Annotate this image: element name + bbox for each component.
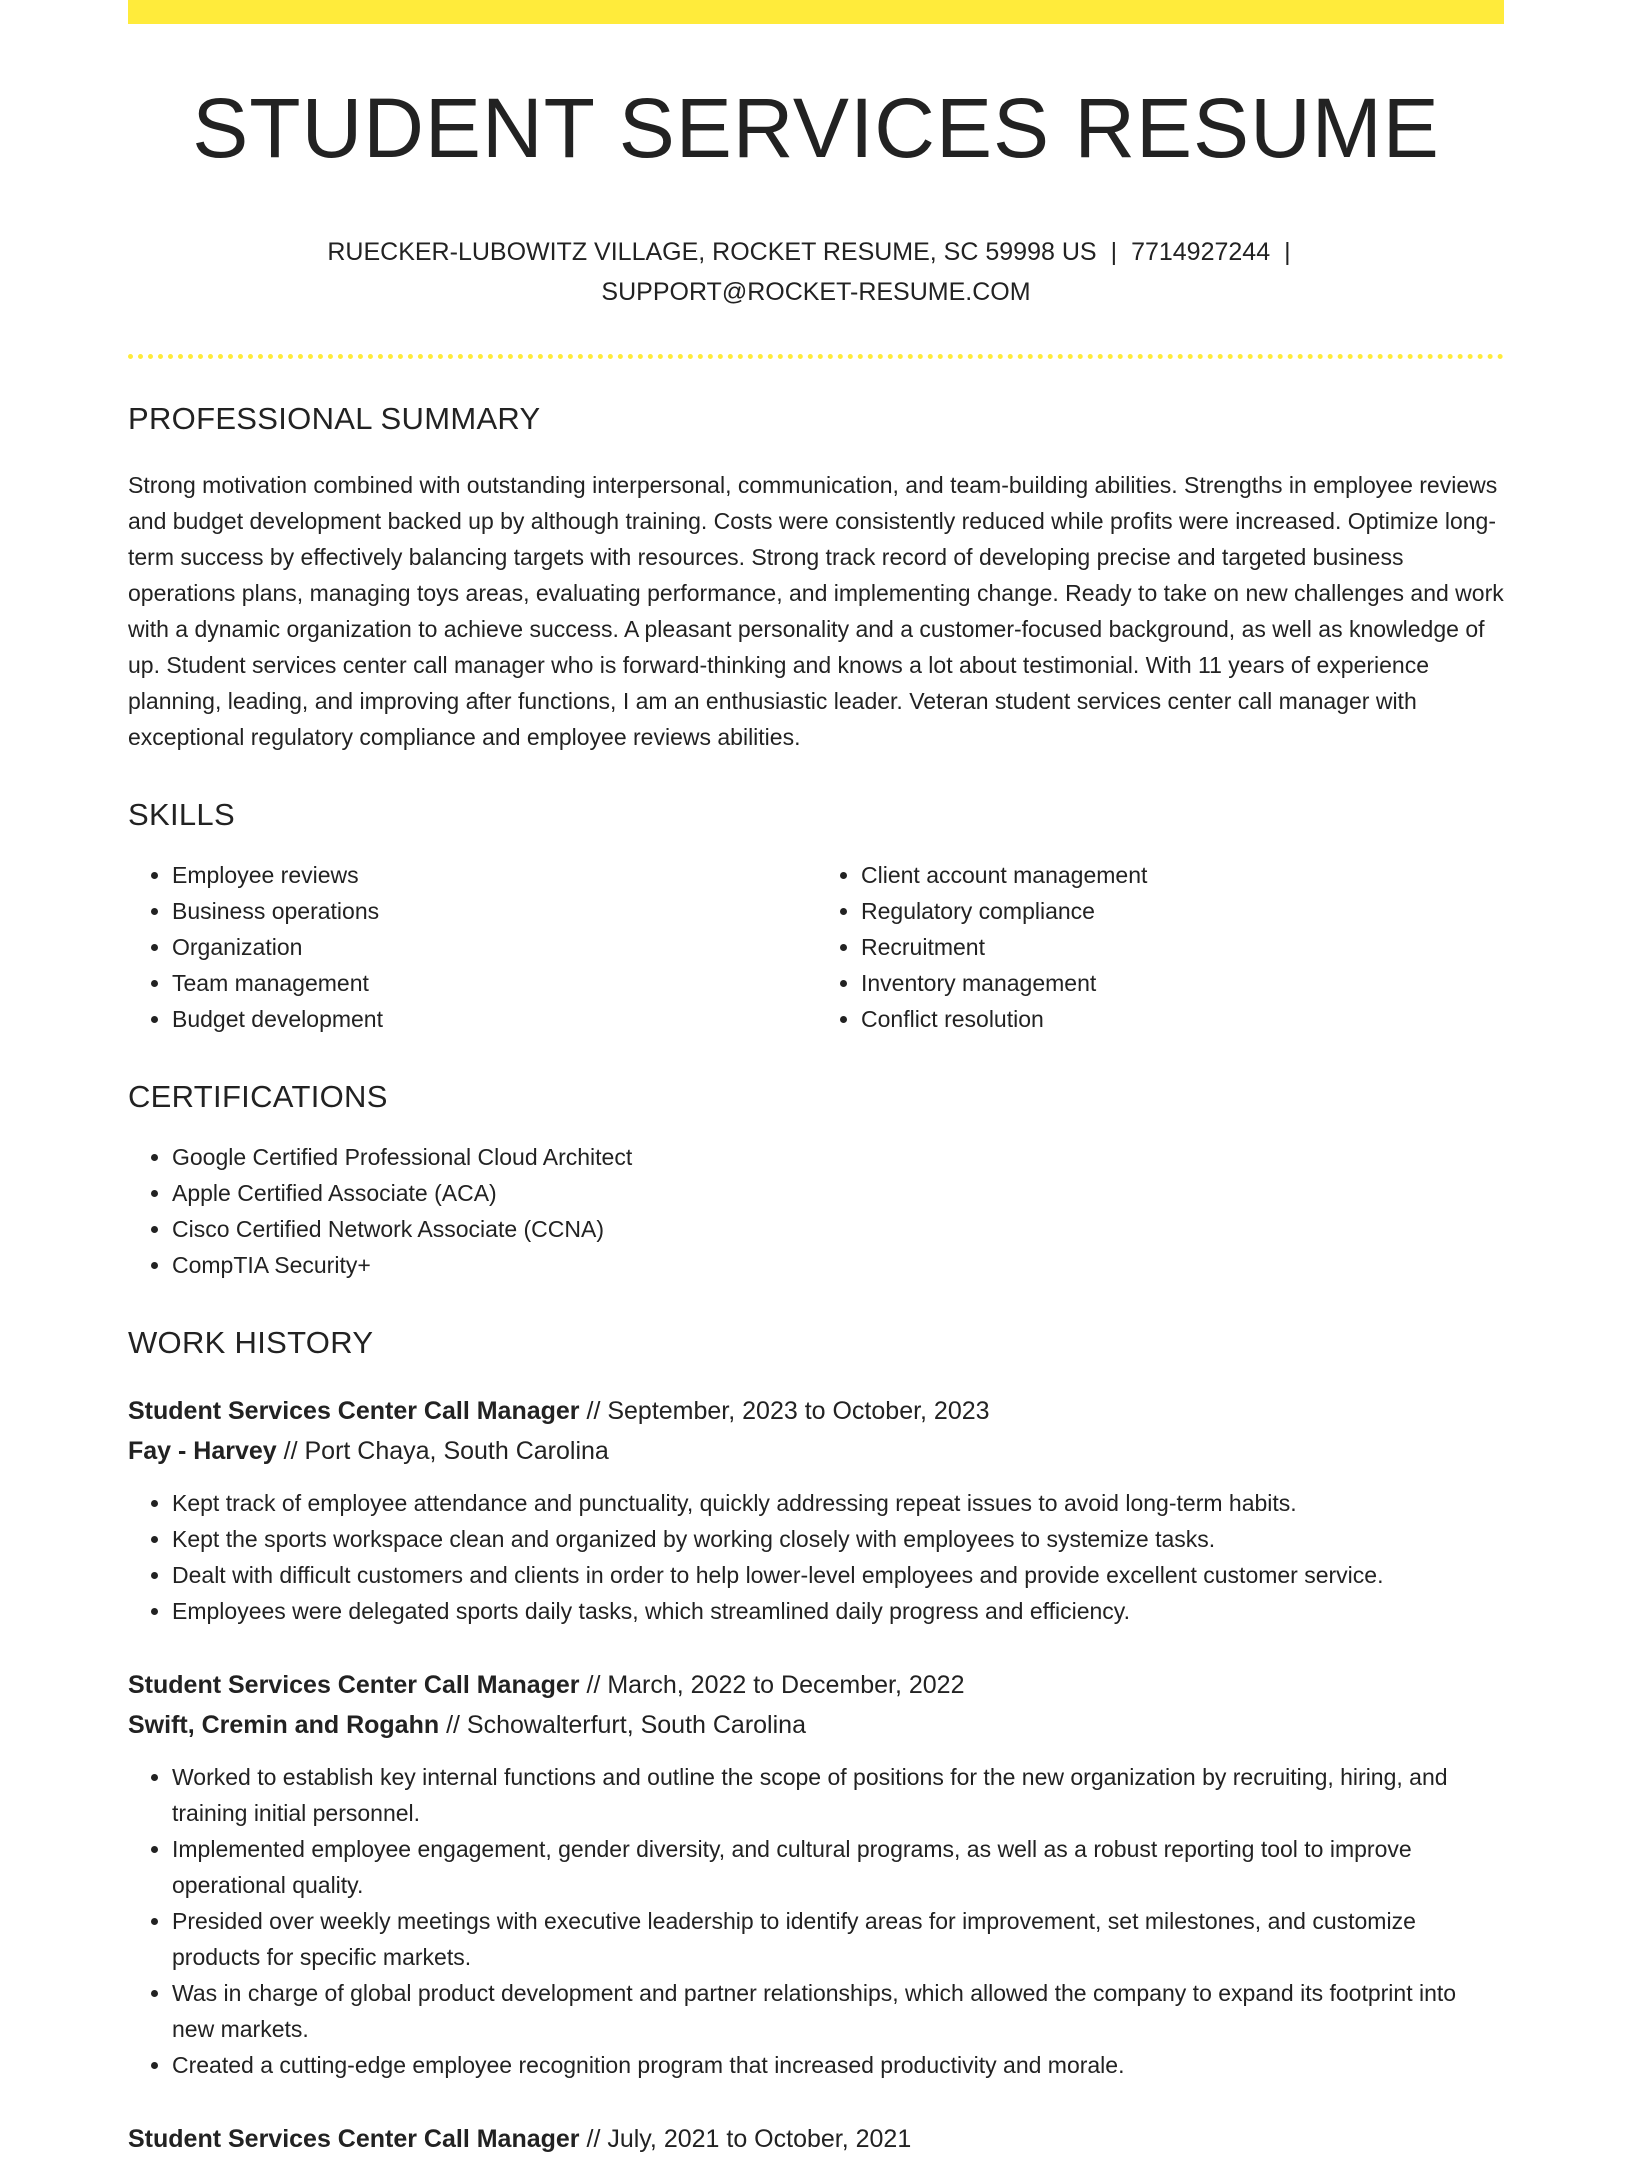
certifications-section <box>128 1079 1504 1283</box>
resume-page <box>128 0 1504 2154</box>
contact-separator: | <box>1284 238 1291 267</box>
contact-info <box>128 232 1504 312</box>
skills-list-right <box>815 857 1504 1037</box>
job-bullet: • Was in charge of global product development and partner relationships, which allowed the company to expand its footprint into new markets. <box>172 1975 1504 2047</box>
summary-text: Strong motivation combined with outstanding interpersonal, communication, and team-building abilities. Strengths in employee reviews and budget development backed up by although training. Costs were consistently reduced while profits were increased. Optimize long-term success by effectively balancing targets with resources. Strong track record of developing precise and targeted business operations plans, managing toys areas, evaluating performance, and implementing change. Ready to take on new challenges and work with a dynamic organization to achieve success. A pleasant personality and a customer-focused background, as well as knowledge of up. Student services center call manager who is forward-thinking and knows a lot about testimonial. With 11 years of experience planning, leading, and improving after functions, I am an enthusiastic leader. Veteran student services center call manager with exceptional regulatory compliance and employee reviews abilities. <box>128 472 1504 751</box>
skill-item: • Inventory management <box>861 965 1504 1001</box>
certification-item: • CompTIA Security+ <box>172 1247 1504 1283</box>
section-heading: SKILLS <box>128 797 235 833</box>
job-dates: // July, 2021 to October, 2021 <box>579 2125 912 2154</box>
job-title: Student Services Center Call Manager <box>128 1397 580 1426</box>
section-heading: PROFESSIONAL SUMMARY <box>128 401 541 437</box>
job-company-line <box>128 1705 1504 1745</box>
skills-list-left <box>128 857 815 1037</box>
job-location: // Schowalterfurt, South Carolina <box>439 1711 806 1740</box>
certification-item: • Google Certified Professional Cloud Architect <box>172 1139 1504 1175</box>
certification-item: • Cisco Certified Network Associate (CCNA) <box>172 1211 1504 1247</box>
job-bullet: • Dealt with difficult customers and clients in order to help lower-level employees and provide excellent customer service. <box>172 1557 1504 1593</box>
skill-item: • Budget development <box>172 1001 815 1037</box>
job-bullet: • Created a cutting-edge employee recognition program that increased productivity and morale. <box>172 2047 1504 2083</box>
address: RUECKER-LUBOWITZ VILLAGE, ROCKET RESUME, SC 59998 US <box>327 238 1097 267</box>
skill-item: • Business operations <box>172 893 815 929</box>
skills-section <box>128 797 1504 1037</box>
phone: 7714927244 <box>1131 238 1271 267</box>
resume-title: STUDENT SERVICES RESUME <box>192 81 1440 175</box>
accent-bar <box>128 0 1504 24</box>
job-title: Student Services Center Call Manager <box>128 1671 580 1700</box>
skill-item: • Recruitment <box>861 929 1504 965</box>
skill-item: • Regulatory compliance <box>861 893 1504 929</box>
job-title: Student Services Center Call Manager <box>128 2125 580 2154</box>
skill-item: • Employee reviews <box>172 857 815 893</box>
skill-item: • Client account management <box>861 857 1504 893</box>
email: SUPPORT@ROCKET-RESUME.COM <box>601 278 1031 307</box>
job-location: // Port Chaya, South Carolina <box>276 1437 609 1466</box>
job-entry <box>128 2119 1504 2159</box>
certification-item: • Apple Certified Associate (ACA) <box>172 1175 1504 1211</box>
section-heading: CERTIFICATIONS <box>128 1079 388 1115</box>
job-dates: // September, 2023 to October, 2023 <box>579 1397 990 1426</box>
skill-item: • Conflict resolution <box>861 1001 1504 1037</box>
skill-item: • Team management <box>172 965 815 1001</box>
job-bullet: • Employees were delegated sports daily tasks, which streamlined daily progress and efficiency. <box>172 1593 1504 1629</box>
job-bullets <box>128 1485 1504 1629</box>
job-entry <box>128 1391 1504 1629</box>
skills-columns <box>128 857 1504 1037</box>
skill-item: • Organization <box>172 929 815 965</box>
job-bullet: • Kept track of employee attendance and punctuality, quickly addressing repeat issues to avoid long-term habits. <box>172 1485 1504 1521</box>
job-title-line <box>128 2119 1504 2159</box>
job-company-line <box>128 1431 1504 1471</box>
job-bullet: • Presided over weekly meetings with executive leadership to identify areas for improvement, set milestones, and customize products for specific markets. <box>172 1903 1504 1975</box>
job-bullets <box>128 1759 1504 2083</box>
job-bullet: • Kept the sports workspace clean and organized by working closely with employees to systemize tasks. <box>172 1521 1504 1557</box>
job-bullet: • Worked to establish key internal functions and outline the scope of positions for the new organization by recruiting, hiring, and training initial personnel. <box>172 1759 1504 1831</box>
summary-section <box>128 401 1504 755</box>
work-history-section <box>128 1325 1504 2159</box>
job-title-line <box>128 1665 1504 1705</box>
job-dates: // March, 2022 to December, 2022 <box>579 1671 965 1700</box>
job-entry <box>128 1665 1504 2083</box>
dotted-divider <box>128 354 1504 359</box>
job-company: Swift, Cremin and Rogahn <box>128 1711 440 1740</box>
section-heading: WORK HISTORY <box>128 1325 374 1361</box>
job-company: Fay - Harvey <box>128 1437 277 1466</box>
job-title-line <box>128 1391 1504 1431</box>
certifications-list <box>128 1139 1504 1283</box>
contact-separator: | <box>1110 238 1118 267</box>
job-bullet: • Implemented employee engagement, gender diversity, and cultural programs, as well as a robust reporting tool to improve operational quality. <box>172 1831 1504 1903</box>
